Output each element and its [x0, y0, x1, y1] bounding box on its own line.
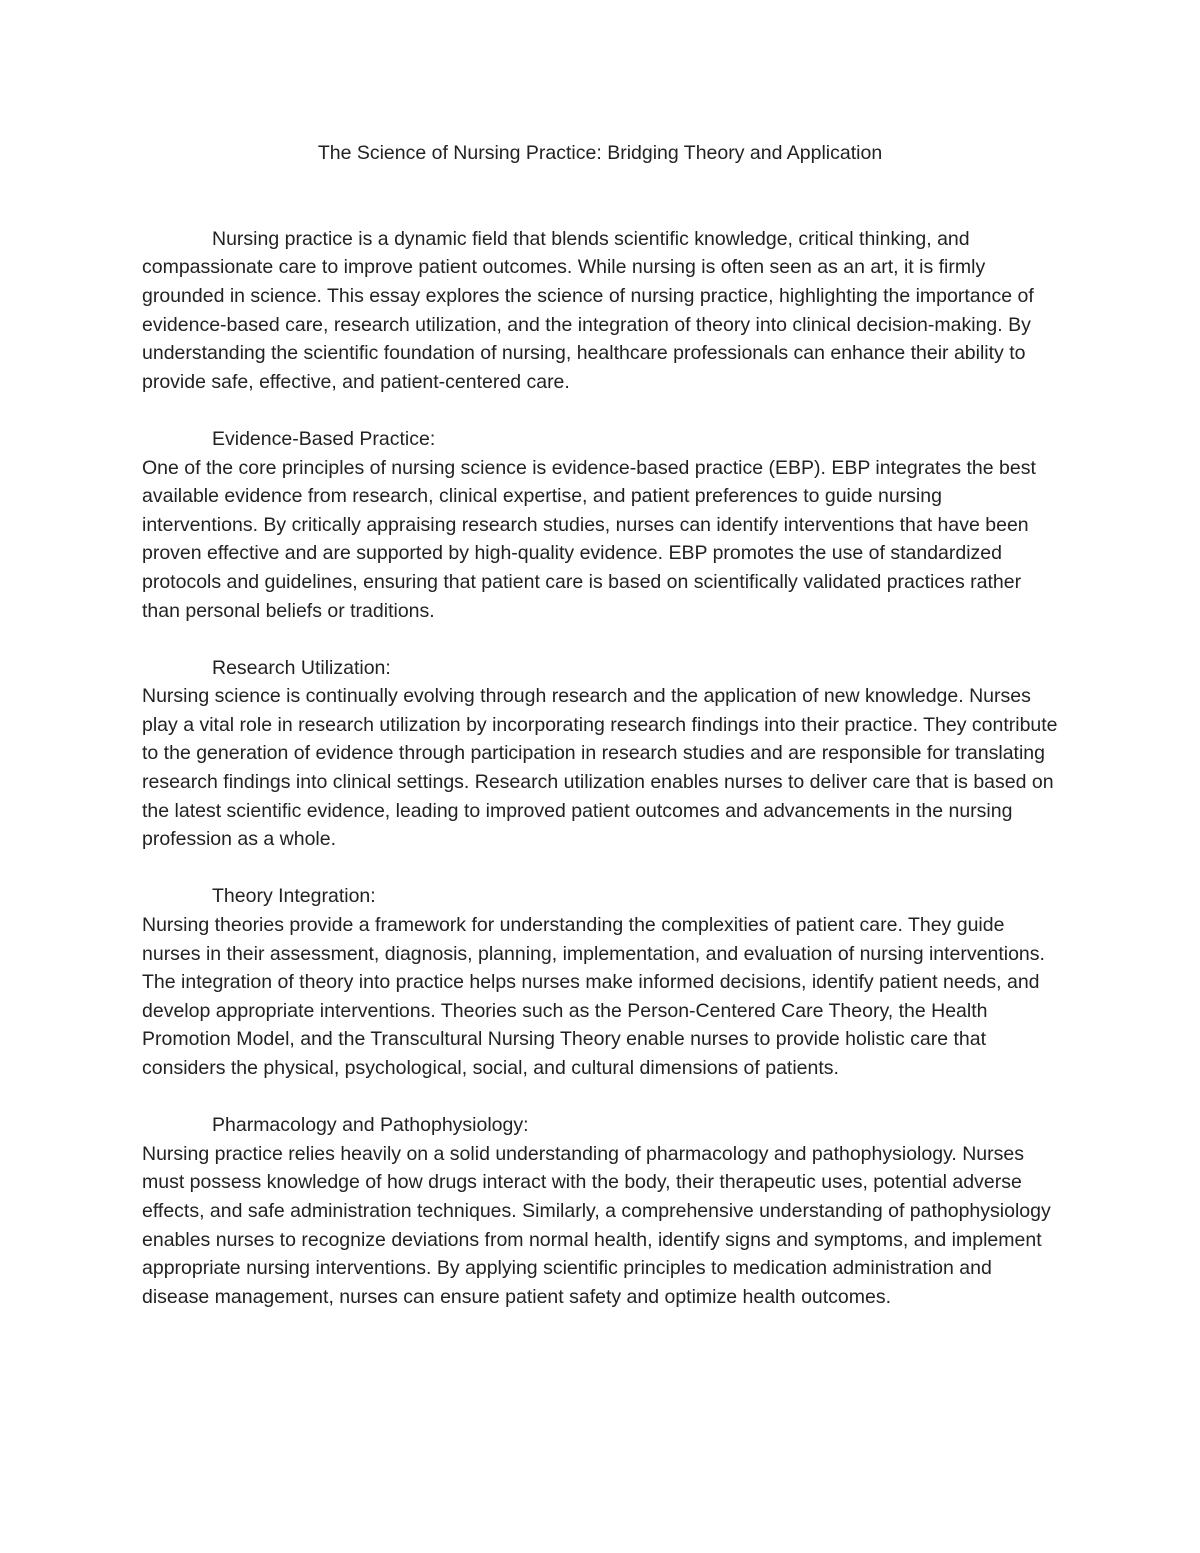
intro-paragraph: Nursing practice is a dynamic field that blends scientific knowledge, critical thinking, and compassionate care to improve patient outcomes. While nursing is often seen as an art, it is firmly grounded in science. This essay explores the science of nursing practice, highlighting the importance of evidence-based care, research utilization, and the integration of theory into clinical decision-making. By understanding the scientific foundation of nursing, healthcare professionals can enhance their ability to provide safe, effective, and patient-centered care.: [142, 227, 1034, 393]
section-heading: Evidence-Based Practice:: [212, 427, 436, 450]
section-heading: Research Utilization:: [212, 656, 391, 679]
section-evidence-based-practice: [142, 425, 1058, 625]
document-title: The Science of Nursing Practice: Bridging Theory and Application: [317, 142, 883, 164]
section-body: One of the core principles of nursing science is evidence-based practice (EBP). EBP integrates the best available evidence from research, clinical expertise, and patient preferences to guide nursing interventions. By critically appraising research studies, nurses can identify interventions that have been proven effective and are supported by high-quality evidence. EBP promotes the use of standardized protocols and guidelines, ensuring that patient care is based on scientifically validated practices rather than personal beliefs or traditions.: [142, 456, 1036, 622]
section-body: Nursing theories provide a framework for understanding the complexities of patient care. They guide nurses in their assessment, diagnosis, planning, implementation, and evaluation of nursing interventions. The integration of theory into practice helps nurses make informed decisions, identify patient needs, and develop appropriate interventions. Theories such as the Person-Centered Care Theory, the Health Promotion Model, and the Transcultural Nursing Theory enable nurses to provide holistic care that considers the physical, psychological, social, and cultural dimensions of patients.: [142, 914, 1045, 1079]
document-content: [142, 139, 1058, 1311]
section-heading: Pharmacology and Pathophysiology:: [212, 1114, 529, 1137]
section-pharmacology-pathophysiology: [142, 1111, 1058, 1311]
section-theory-integration: [142, 882, 1058, 1082]
section-body: Nursing science is continually evolving through research and the application of new knowledge. Nurses play a vital role in research utilization by incorporating research findings into their practice. They contribute to the generation of evidence through participation in research studies and are responsible for translating research findings into clinical settings. Research utilization enables nurses to deliver care that is based on the latest scientific evidence, leading to improved patient outcomes and advancements in the nursing profession as a whole.: [142, 685, 1058, 851]
section-heading: Theory Integration:: [212, 885, 376, 908]
section-body: Nursing practice relies heavily on a solid understanding of pharmacology and pathophysiology. Nurses must possess knowledge of how drugs interact with the body, their therapeutic uses, potential adverse effects, and safe administration techniques. Similarly, a comprehensive understanding of pathophysiology enables nurses to recognize deviations from normal health, identify signs and symptoms, and implement appropriate nursing interventions. By applying scientific principles to medication administration and disease management, nurses can ensure patient safety and optimize health outcomes.: [142, 1142, 1051, 1308]
section-research-utilization: [142, 654, 1058, 854]
